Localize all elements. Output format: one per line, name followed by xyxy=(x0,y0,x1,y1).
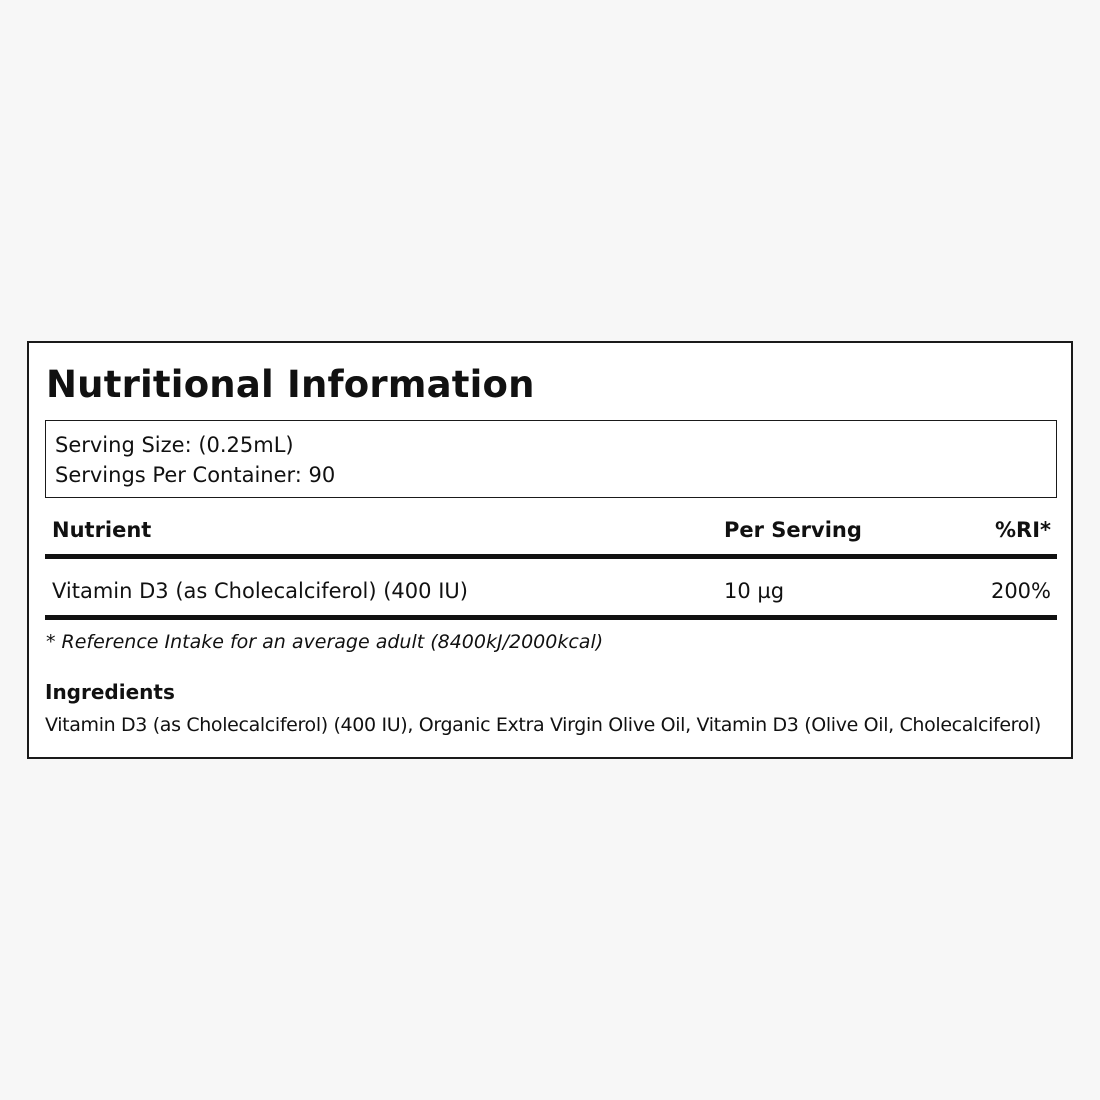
ingredients-heading: Ingredients xyxy=(45,680,175,704)
header-ri: %RI* xyxy=(994,518,1051,542)
header-per-serving: Per Serving xyxy=(724,518,862,542)
nutrient-per-serving: 10 µg xyxy=(724,579,785,603)
panel-title: Nutritional Information xyxy=(46,363,535,406)
nutrient-ri: 200% xyxy=(990,579,1051,603)
table-header-row xyxy=(45,514,1057,554)
header-nutrient: Nutrient xyxy=(52,518,152,542)
ri-footnote: * Reference Intake for an average adult (8400kJ/2000kcal) xyxy=(46,631,604,653)
servings-per-container: Servings Per Container: 90 xyxy=(55,463,336,487)
ingredients-list: Vitamin D3 (as Cholecalciferol) (400 IU), Organic Extra Virgin Olive Oil, Vitamin D3 (Olive Oil, Cholecalciferol) xyxy=(45,714,1041,736)
bottom-rule xyxy=(45,615,1057,620)
nutrient-table xyxy=(45,514,1057,620)
serving-info-box xyxy=(45,420,1057,498)
nutrition-panel xyxy=(27,341,1073,759)
table-row xyxy=(45,575,1057,615)
nutrient-name: Vitamin D3 (as Cholecalciferol) (400 IU) xyxy=(52,579,468,603)
serving-size: Serving Size: (0.25mL) xyxy=(55,433,294,457)
